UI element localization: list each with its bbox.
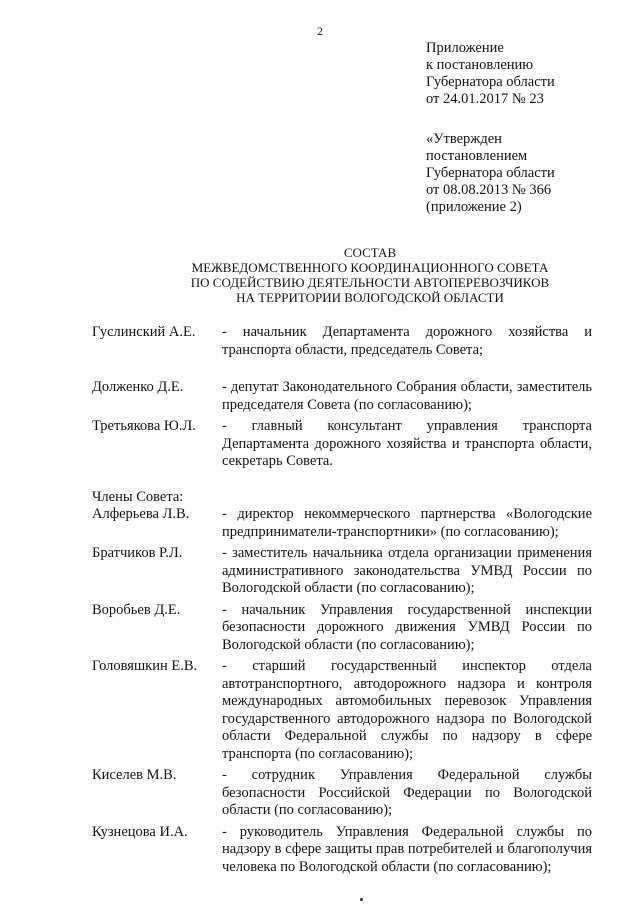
scan-speck <box>360 898 363 901</box>
member-name: Долженко Д.Е. <box>92 379 184 395</box>
council-composition <box>92 324 592 876</box>
member-role: - главный консультант управления транспорта Департамента дорожного хозяйства и транспорта области, секретарь Совета. <box>222 418 592 469</box>
member-name: Кузнецова И.А. <box>92 823 188 840</box>
member-name: Братчиков Р.Л. <box>92 545 183 561</box>
approval-line: постановлением <box>426 148 528 164</box>
document-title <box>150 245 590 305</box>
member-role: - руководитель Управления Федеральной службы по надзору в сфере защиты прав потребителей и благополучия человека по Вологодской области (по согласованию); <box>222 823 592 875</box>
title-line: МЕЖВЕДОМСТВЕННОГО КООРДИНАЦИОННОГО СОВЕТА <box>191 260 549 275</box>
member-role: - начальник Управления государственной инспекции безопасности дорожного движения УМВД России по Вологодской области (по согласованию); <box>222 601 592 653</box>
member-role: - заместитель начальника отдела организации применения административного законодательства УМВД России по Вологодской области (по согласованию); <box>222 545 592 596</box>
member-row-secretary <box>92 418 592 471</box>
member-role: - старший государственный инспектор отдела автотранспортного, автодорожного надзора и контроля международных автомобильных перевозок Управления государственного автодорожного надзора по Вологодской области Федеральной службы по надзору в сфере транспорта (по согласованию); <box>222 658 592 762</box>
member-row <box>92 658 592 763</box>
member-row-deputy <box>92 379 592 414</box>
member-role: - сотрудник Управления Федеральной службы безопасности Российской Федерации по Вологодской области (по согласованию); <box>222 767 592 818</box>
member-row <box>92 602 592 655</box>
approval-line: от 08.08.2013 № 366 <box>426 182 552 198</box>
approval-line: Губернатора области <box>426 165 555 181</box>
approval-reference <box>426 131 555 216</box>
member-name: Алферьева Л.В. <box>92 506 190 522</box>
member-role: - начальник Департамента дорожного хозяйства и транспорта области, председатель Совета; <box>222 324 592 358</box>
member-role: - депутат Законодательного Собрания области, заместитель председателя Совета (по согласованию); <box>222 379 592 413</box>
appendix-line: Приложение <box>426 40 504 56</box>
member-row <box>92 545 592 598</box>
member-name: Третьякова Ю.Л. <box>92 418 196 434</box>
member-row <box>92 824 592 877</box>
appendix-line: от 24.01.2017 № 23 <box>426 91 544 107</box>
title-line: ПО СОДЕЙСТВИЮ ДЕЯТЕЛЬНОСТИ АВТОПЕРЕВОЗЧИКОВ <box>190 275 550 290</box>
member-name: Головяшкин Е.В. <box>92 658 198 674</box>
member-name: Гуслинский А.Е. <box>92 324 196 340</box>
title-line: НА ТЕРРИТОРИИ ВОЛОГОДСКОЙ ОБЛАСТИ <box>236 290 504 305</box>
members-label: Члены Совета: <box>92 488 184 505</box>
member-row <box>92 506 592 541</box>
member-row-chairman <box>92 324 592 359</box>
member-name: Воробьев Д.Е. <box>92 601 181 618</box>
approval-line: (приложение 2) <box>426 199 522 215</box>
member-row <box>92 767 592 820</box>
title-line: СОСТАВ <box>343 245 397 260</box>
member-name: Киселев М.В. <box>92 767 177 783</box>
page-number: 2 <box>317 24 323 38</box>
member-role: - директор некоммерческого партнерства «Вологодские предприниматели-транспортники» (по согласованию); <box>222 506 592 540</box>
appendix-line: к постановлению <box>426 57 534 73</box>
appendix-reference <box>426 40 555 108</box>
appendix-line: Губернатора области <box>426 74 555 90</box>
approval-line: «Утвержден <box>426 131 502 147</box>
